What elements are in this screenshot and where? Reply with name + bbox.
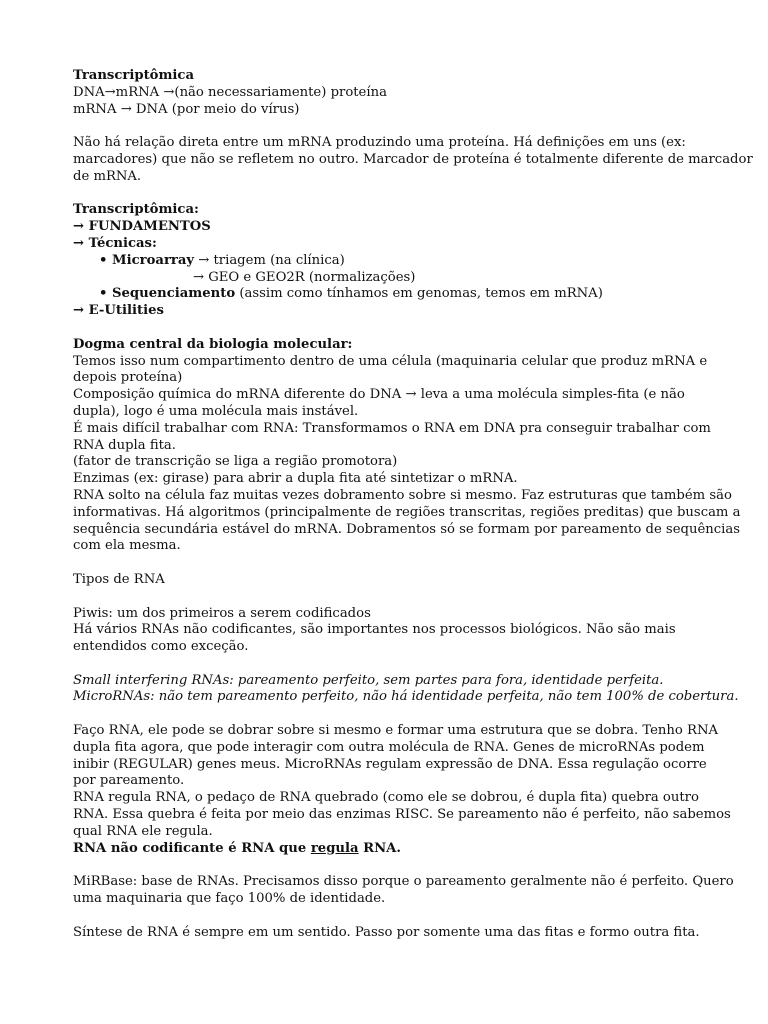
outline-fundamentos: → FUNDAMENTOS [73,219,211,235]
dogma-line: É mais difícil trabalhar com RNA: Transformamos o RNA em DNA pra conseguir trabalhar com [73,420,711,436]
faco-line: RNA regula RNA, o pedaço de RNA quebrado (como ele se dobrou, é dupla fita) quebra outro [73,790,699,806]
outline-eutilities: → E-Utilities [73,303,164,319]
intro-line: Não há relação direta entre um mRNA produzindo uma proteína. Há definições em uns (ex: [73,135,686,151]
intro-line: marcadores) que não se refletem no outro. Marcador de proteína é totalmente diferente de marcador [73,151,753,167]
key-statement-underlined: regula [310,840,359,856]
faco-line: RNA. Essa quebra é feita por meio das enzimas RISC. Se pareamento não é perfeito, não sabemos [73,807,731,823]
spacer [73,857,703,874]
sirna-line: Small interfering RNAs: pareamento perfeito, sem partes para fora, identidade perfeita. [73,672,664,688]
faco-line: inibir (REGULAR) genes meus. MicroRNAs regulam expressão de DNA. Essa regulação ocorre [73,756,707,772]
tipos-line: entendidos como exceção. [73,639,249,655]
intro-line: de mRNA. [73,168,142,184]
doc-title: Transcriptômica [73,68,194,83]
mirna-line: MicroRNAs: não tem pareamento perfeito, não há identidade perfeita, não tem 100% de cobertura. [73,689,739,705]
dogma-line: RNA solto na célula faz muitas vezes dobramento sobre si mesmo. Faz estruturas que também são [73,487,732,503]
spacer [73,656,703,673]
key-statement-part: RNA. [358,840,401,856]
mrna-flow-line: mRNA → DNA (por meio do vírus) [73,101,300,117]
mirbase-line: uma maquinaria que faço 100% de identidade. [73,891,386,907]
dogma-line: dupla), logo é uma molécula mais instável. [73,403,359,419]
spacer [73,908,703,925]
faco-line: qual RNA ele regula. [73,823,213,839]
document-page [73,68,753,941]
faco-line: dupla fita agora, que pode interagir com outra molécula de RNA. Genes de microRNAs podem [73,739,705,755]
outline-microarray-sub: → GEO e GEO2R (normalizações) [193,269,416,285]
dogma-line: depois proteína) [73,370,183,386]
key-statement-part: RNA não codificante é RNA que [73,840,311,856]
spacer [73,555,703,572]
outline-tecnicas: → Técnicas: [73,235,157,251]
spacer [73,320,703,337]
spacer [73,118,703,135]
outline-sequenciamento [73,286,703,303]
dogma-line: Temos isso num compartimento dentro de uma célula (maquinaria celular que produz mRNA e [73,353,708,369]
microarray-text: → triagem (na clínica) [194,252,345,268]
microarray-label: • Microarray [99,252,195,268]
piwis-line: Piwis: um dos primeiros a serem codificados [73,605,371,621]
tipos-line: Há vários RNAs não codificantes, são importantes nos processos biológicos. Não são mais [73,622,676,638]
key-statement [73,841,703,858]
faco-line: Faço RNA, ele pode se dobrar sobre si mesmo e formar uma estrutura que se dobra. Tenho RNA [73,723,719,739]
spacer [73,706,703,723]
tipos-title: Tipos de RNA [73,571,165,587]
dogma-line: (fator de transcrição se liga a região promotora) [73,454,398,470]
dogma-line: sequência secundária estável do mRNA. Dobramentos só se formam por pareamento de sequências [73,521,740,537]
sequenciamento-text: (assim como tínhamos em genomas, temos em mRNA) [235,286,603,302]
dogma-line: informativas. Há algoritmos (principalmente de regiões transcritas, regiões preditas) que buscam a [73,504,741,520]
spacer [73,589,703,606]
sequenciamento-label: • Sequenciamento [99,286,236,302]
sintese-line: Síntese de RNA é sempre em um sentido. Passo por somente uma das fitas e formo outra fita. [73,924,700,940]
outline-microarray [73,253,703,270]
mirbase-line: MiRBase: base de RNAs. Precisamos disso porque o pareamento geralmente não é perfeito. Quero [73,874,734,890]
dogma-line: RNA dupla fita. [73,437,176,453]
dogma-title: Dogma central da biologia molecular: [73,336,353,352]
outline-title: Transcriptômica: [73,202,199,218]
dna-flow-line: DNA→mRNA →(não necessariamente) proteína [73,84,387,100]
dogma-line: com ela mesma. [73,538,181,554]
faco-line: por pareamento. [73,773,185,789]
dogma-line: Enzimas (ex: girase) para abrir a dupla fita até sintetizar o mRNA. [73,471,518,487]
spacer [73,186,703,203]
dogma-line: Composição química do mRNA diferente do DNA → leva a uma molécula simples-fita (e não [73,387,685,403]
